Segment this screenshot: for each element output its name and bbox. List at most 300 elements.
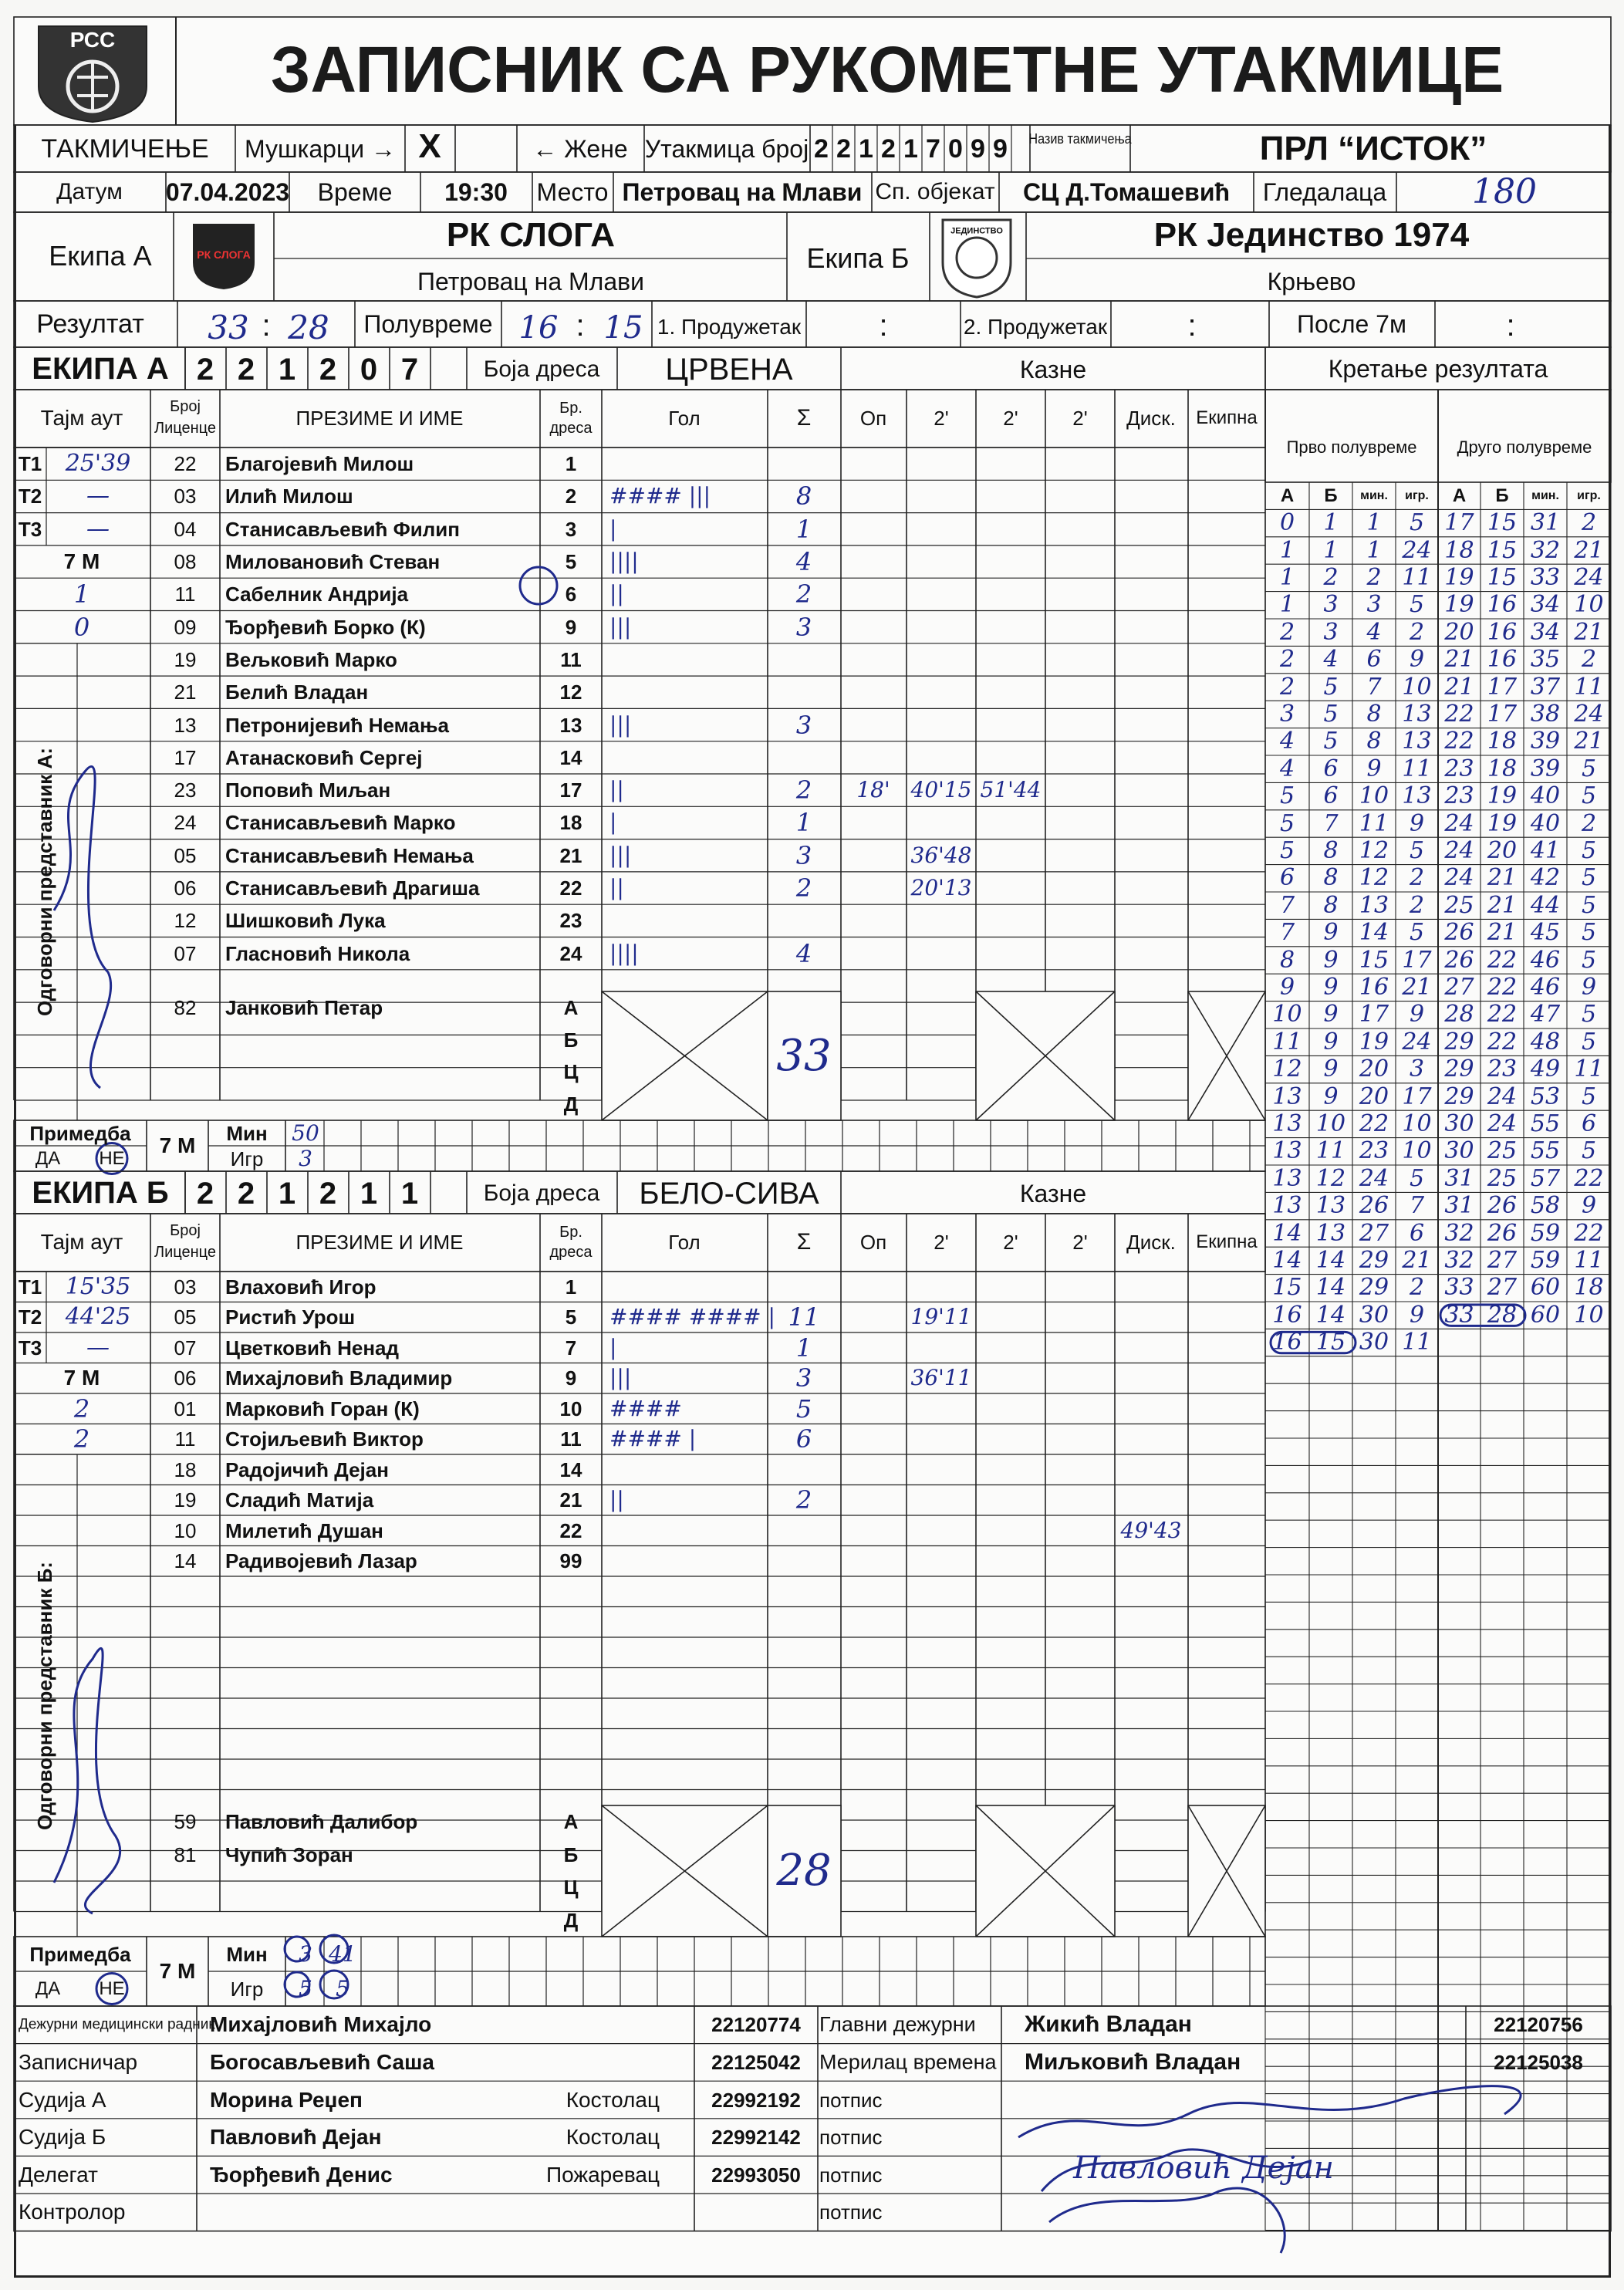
sum-header: Σ: [796, 1229, 812, 1255]
progress-cell: 18: [1574, 1274, 1604, 1302]
progress-cell: 5: [1323, 673, 1339, 701]
progress-cell: 28: [1487, 1301, 1518, 1329]
progress-col-header: Б: [1324, 485, 1338, 506]
progress-cell: 24: [1444, 809, 1474, 837]
progress-cell: 11: [1574, 673, 1604, 701]
player-license: 11: [174, 1427, 196, 1451]
team-code-digit: 2: [196, 1177, 214, 1211]
progress-cell: 11: [1402, 755, 1432, 782]
progress-cell: 5: [1409, 509, 1425, 537]
player-license: 14: [174, 1549, 197, 1573]
remark-no: НЕ: [99, 1147, 125, 1169]
footer-city: Костолац: [566, 2125, 660, 2150]
halftime-team-b: 15: [603, 310, 643, 346]
progress-cell: 18: [1444, 536, 1474, 564]
timeout-header: Тајм аут: [40, 1230, 123, 1254]
player-goal-tally: ||||: [609, 549, 639, 575]
player-name: Влаховић Игор: [225, 1275, 376, 1299]
timeout-header: Тајм аут: [40, 406, 123, 430]
seven-m-minute: 41: [329, 1940, 356, 1967]
player-name: Цветковић Ненад: [225, 1336, 400, 1359]
footer-role-label: Судија Б: [19, 2125, 106, 2150]
progress-cell: 10: [1574, 1301, 1604, 1329]
progress-cell: 21: [1574, 536, 1604, 564]
progress-cell: 25: [1487, 1137, 1518, 1165]
player-name: Илић Милош: [225, 485, 353, 508]
progress-cell: 9: [1581, 1192, 1597, 1220]
progress-cell: 11: [1574, 1246, 1604, 1274]
progress-cell: 23: [1359, 1137, 1389, 1165]
progress-cell: 5: [1279, 809, 1295, 837]
progress-cell: 17: [1487, 700, 1518, 728]
timeout-time: —: [86, 515, 110, 542]
player-license: 07: [174, 1336, 197, 1359]
timeout-label: T2: [18, 485, 42, 508]
footer-city: Костолац: [566, 2087, 660, 2112]
penalties-header: Казне: [1019, 1180, 1087, 1207]
progress-cell: 5: [1409, 919, 1425, 947]
seven-m-minute: 3: [299, 1940, 312, 1967]
progress-cell: 12: [1359, 836, 1389, 864]
progress-cell: 60: [1530, 1301, 1561, 1329]
player-2min-1: 40'15: [910, 777, 972, 803]
player-name: Поповић Миљан: [225, 779, 391, 802]
match-no-digit: 9: [993, 134, 1008, 164]
progress-cell: 14: [1272, 1246, 1302, 1274]
player-shirt-number: 10: [559, 1397, 582, 1420]
player-goal-sum: 3: [795, 840, 812, 870]
seven-m-label: 7 М: [159, 1959, 196, 1983]
player-name: Ђорђевић Борко (К): [225, 615, 426, 639]
official-code: Б: [563, 1028, 579, 1052]
progress-cell: 9: [1323, 1083, 1339, 1110]
progress-cell: 9: [1581, 973, 1597, 1001]
progress-cell: 32: [1444, 1246, 1474, 1274]
player-goal-tally: |||: [609, 1365, 632, 1391]
player-goal-tally: #### |: [609, 1426, 697, 1452]
player-name: Миловановић Стеван: [225, 550, 441, 574]
signature-scribble: [1049, 2188, 1285, 2253]
progress-cell: 1: [1366, 509, 1382, 537]
footer-license: 22992142: [711, 2126, 801, 2150]
progress-cell: 21: [1574, 618, 1604, 646]
progress-cell: 2: [1409, 618, 1425, 646]
comp-name-label: Назив такмичења: [1028, 131, 1132, 147]
progress-cell: 11: [1272, 1028, 1302, 1055]
progress-cell: 24: [1574, 563, 1604, 591]
shirt-header: Бр.: [559, 1224, 582, 1241]
progress-cell: 5: [1409, 591, 1425, 619]
seven-m-label: 7 М: [63, 1366, 100, 1390]
progress-cell: 42: [1530, 864, 1561, 892]
player-shirt-number: 7: [565, 1336, 577, 1359]
player-goal-tally: ||: [609, 875, 624, 901]
player-goal-tally: ||: [609, 777, 624, 803]
player-shirt-number: 17: [559, 779, 582, 802]
match-no-digit: 0: [948, 134, 963, 164]
progress-cell: 14: [1315, 1246, 1346, 1274]
player-shirt-number: 5: [565, 550, 577, 574]
match-no-digit: 9: [971, 134, 985, 164]
player-goal-sum: 2: [795, 873, 812, 904]
player-name: Станисављевић Марко: [225, 811, 456, 835]
progress-cell: 2: [1323, 563, 1339, 591]
remark-yes: ДА: [35, 1978, 61, 1999]
player-goal-sum: 4: [795, 547, 812, 577]
license-header: Број: [170, 1222, 201, 1239]
player-license: 05: [174, 843, 197, 867]
progress-cell: 32: [1530, 536, 1561, 564]
player-name: Шишковић Лука: [225, 909, 386, 933]
remark-no: НЕ: [99, 1978, 125, 1999]
progress-cell: 10: [1272, 1001, 1302, 1028]
goal-header: Гол: [668, 1231, 701, 1254]
progress-cell: 25: [1444, 891, 1474, 919]
disqualification-header: Диск.: [1126, 1231, 1176, 1254]
progress-cell: 28: [1444, 1001, 1474, 1028]
colon: :: [576, 309, 585, 343]
footer-role-label: Судија А: [19, 2087, 106, 2112]
progress-cell: 13: [1272, 1192, 1302, 1220]
player-warning: 18': [856, 777, 890, 803]
progress-cell: 21: [1487, 919, 1518, 947]
representative-b-signature: [54, 1648, 120, 1913]
player-shirt-number: 14: [559, 1457, 582, 1481]
team-code-label: ЕКИПА Б: [32, 1176, 169, 1210]
progress-cell: 13: [1272, 1164, 1302, 1192]
progress-cell: 2: [1581, 646, 1597, 674]
progress-cell: 19: [1487, 809, 1518, 837]
player-name: Милетић Душан: [225, 1518, 383, 1542]
progress-cell: 15: [1487, 536, 1518, 564]
player-goal-tally: #### #### |: [609, 1304, 775, 1330]
player-name: Сабелник Андрија: [225, 583, 409, 606]
progress-cell: 7: [1323, 809, 1339, 837]
date-label: Датум: [56, 179, 123, 204]
progress-cell: 5: [1581, 1001, 1597, 1028]
progress-cell: 58: [1530, 1192, 1561, 1220]
progress-cell: 18: [1487, 728, 1518, 755]
rss-logo-text: РСС: [69, 28, 116, 52]
seven-m-minute: 50: [292, 1120, 319, 1146]
shirt-color-label: Боја дреса: [483, 356, 600, 382]
timeout-label: T3: [18, 517, 42, 541]
team-a-label: Екипа А: [49, 240, 152, 272]
progress-cell: 16: [1487, 646, 1518, 674]
player-goal-tally: ||||: [609, 940, 639, 966]
team-b-label: Екипа Б: [806, 242, 910, 274]
player-shirt-number: 22: [559, 1518, 582, 1542]
penalties-header: Казне: [1019, 356, 1087, 383]
progress-cell: 14: [1315, 1274, 1346, 1302]
result-team-b: 28: [288, 309, 329, 346]
progress-cell: 5: [1581, 755, 1597, 782]
progress-cell: 55: [1530, 1137, 1561, 1165]
team-code-digit: 1: [400, 1177, 419, 1211]
player-name: Сладић Матија: [225, 1488, 374, 1512]
footer-role: потпис: [819, 2163, 883, 2187]
representative-label: Одговорни представник А:: [33, 747, 56, 1016]
timeout-time: —: [86, 1333, 110, 1361]
footer-role: потпис: [819, 2126, 883, 2150]
progress-cell: 9: [1409, 1001, 1425, 1028]
progress-cell: 2: [1279, 618, 1295, 646]
progress-cell: 5: [1581, 1083, 1597, 1110]
progress-cell: 15: [1359, 946, 1389, 974]
progress-cell: 9: [1323, 973, 1339, 1001]
progress-cell: 22: [1444, 700, 1474, 728]
progress-cell: 9: [1323, 1028, 1339, 1055]
player-goal-sum: 3: [795, 710, 812, 740]
progress-cell: 5: [1581, 891, 1597, 919]
two-min-header: 2': [1072, 1231, 1088, 1254]
player-goal-sum: 6: [795, 1424, 812, 1454]
timeout-time: 25'39: [65, 450, 131, 478]
team-b-name: РК Јединство 1974: [1153, 216, 1470, 254]
team-code-digit: 2: [237, 353, 255, 387]
progress-cell: 2: [1409, 891, 1425, 919]
progress-cell: 29: [1444, 1055, 1474, 1083]
overtime2-label: 2. Продужетак: [963, 315, 1108, 339]
progress-cell: 24: [1444, 864, 1474, 892]
timeout-time: —: [86, 482, 110, 510]
progress-cell: 19: [1444, 563, 1474, 591]
progress-cell: 19: [1444, 591, 1474, 619]
player-shirt-number: 2: [565, 485, 577, 508]
progress-cell: 9: [1323, 919, 1339, 947]
player-name: Гласновић Никола: [225, 941, 410, 965]
progress-cell: 53: [1530, 1083, 1561, 1110]
two-min-header: 2': [1003, 407, 1018, 430]
progress-cell: 24: [1487, 1110, 1518, 1137]
player-license: 19: [174, 1488, 197, 1512]
seven-m-scored: 0: [73, 612, 90, 642]
timeout-label: T1: [18, 1275, 42, 1299]
overtime1-label: 1. Продужетак: [657, 315, 802, 339]
progress-cell: 12: [1359, 864, 1389, 892]
igr-label: Игр: [230, 1147, 264, 1170]
competition-label: ТАКМИЧЕЊЕ: [41, 134, 209, 164]
player-goal-tally: #### |||: [609, 483, 711, 509]
progress-cell: 21: [1487, 864, 1518, 892]
progress-cell: 39: [1530, 728, 1561, 755]
footer-license: 22993050: [711, 2163, 801, 2187]
shirt-header: дреса: [549, 1244, 593, 1261]
official-code: Ц: [563, 1060, 579, 1084]
player-shirt-number: 9: [565, 615, 577, 639]
progress-cell: 5: [1409, 1164, 1425, 1192]
player-goal-sum: 1: [795, 1332, 812, 1363]
player-2min-2: 51'44: [980, 777, 1042, 803]
player-license: 18: [174, 1457, 197, 1481]
progress-cell: 8: [1323, 864, 1339, 892]
progress-cell: 17: [1402, 1083, 1432, 1110]
team-code-digit: 2: [196, 353, 214, 387]
progress-cell: 5: [1581, 864, 1597, 892]
footer-person-name: Богосављевић Саша: [210, 2049, 435, 2074]
player-shirt-number: 5: [565, 1305, 577, 1329]
team-code-digit: 1: [360, 1177, 378, 1211]
after-7m-label: После 7м: [1297, 310, 1406, 338]
progress-cell: 25: [1487, 1164, 1518, 1192]
progress-cell: 9: [1323, 1001, 1339, 1028]
footer-city: Пожаревац: [546, 2162, 660, 2187]
official-code: Д: [563, 1093, 579, 1116]
player-license: 22: [174, 452, 197, 476]
progress-cell: 6: [1323, 782, 1339, 810]
progress-cell: 15: [1487, 509, 1518, 537]
player-name: Марковић Горан (К): [225, 1397, 420, 1420]
player-goal-tally: |: [609, 809, 617, 836]
colon: :: [1506, 309, 1515, 343]
progress-cell: 27: [1487, 1246, 1518, 1274]
player-shirt-number: 24: [559, 941, 582, 965]
progress-cell: 5: [1581, 1028, 1597, 1055]
player-goal-tally: ||: [609, 1487, 624, 1513]
license-header: Лиценце: [154, 1244, 217, 1261]
spectators-count: 180: [1472, 172, 1537, 211]
progress-cell: 31: [1530, 509, 1561, 537]
progress-cell: 12: [1272, 1055, 1302, 1083]
progress-cell: 22: [1487, 973, 1518, 1001]
player-2min-1: 36'11: [910, 1365, 972, 1391]
player-license: 21: [174, 681, 197, 704]
footer-person-name: Михајловић Михајло: [210, 2012, 432, 2037]
progress-cell: 1: [1279, 536, 1295, 564]
progress-cell: 3: [1323, 591, 1339, 619]
team-code-label: ЕКИПА А: [32, 352, 169, 386]
progress-cell: 6: [1366, 646, 1382, 674]
team-a-logo-text: РК СЛОГА: [197, 248, 251, 261]
progress-cell: 17: [1444, 509, 1474, 537]
progress-cell: 7: [1409, 1192, 1425, 1220]
disqualification-header: Диск.: [1126, 407, 1176, 430]
official-name: Павловић Далибор: [225, 1810, 418, 1834]
progress-cell: 6: [1279, 864, 1295, 892]
progress-cell: 9: [1279, 973, 1295, 1001]
progress-cell: 5: [1323, 728, 1339, 755]
player-license: 23: [174, 779, 197, 802]
footer-role-label: Дежурни медицински радник: [19, 2016, 215, 2033]
shirt-header: дреса: [549, 420, 593, 437]
progress-cell: 10: [1402, 1110, 1432, 1137]
remark-yes: ДА: [35, 1147, 61, 1169]
progress-cell: 9: [1323, 946, 1339, 974]
progress-cell: 24: [1574, 700, 1604, 728]
progress-cell: 1: [1323, 509, 1339, 537]
progress-cell: 2: [1279, 646, 1295, 674]
score-progress-header: Кретање резултата: [1328, 355, 1548, 383]
progress-cell: 11: [1315, 1137, 1346, 1165]
match-no-digit: 7: [926, 134, 940, 164]
progress-cell: 13: [1402, 782, 1432, 810]
player-license: 19: [174, 647, 197, 671]
name-header: ПРЕЗИМЕ И ИМЕ: [295, 1231, 464, 1254]
player-goal-sum: 5: [795, 1393, 812, 1424]
min-label: Мин: [226, 1942, 268, 1966]
progress-cell: 3: [1279, 700, 1295, 728]
progress-cell: 16: [1487, 591, 1518, 619]
progress-cell: 57: [1530, 1164, 1561, 1192]
halftime-label: Полувреме: [363, 310, 493, 338]
shirt-header: Бр.: [559, 400, 582, 417]
progress-cell: 2: [1279, 673, 1295, 701]
progress-cell: 41: [1530, 836, 1561, 864]
player-2min-1: 20'13: [910, 875, 972, 901]
progress-cell: 24: [1444, 836, 1474, 864]
timeout-time: 15'35: [65, 1272, 131, 1300]
progress-cell: 34: [1530, 591, 1561, 619]
progress-cell: 2: [1581, 509, 1597, 537]
progress-cell: 20: [1444, 618, 1474, 646]
match-place: Петровац на Млави: [622, 178, 863, 206]
player-name: Ристић Урош: [225, 1305, 356, 1329]
footer-role-label: Делегат: [19, 2162, 98, 2187]
progress-cell: 6: [1409, 1219, 1425, 1247]
player-shirt-number: 11: [560, 1427, 582, 1451]
footer-role: потпис: [819, 2088, 883, 2112]
shirt-color: БЕЛО-СИВА: [639, 1177, 819, 1211]
license-header: Број: [170, 398, 201, 415]
team-b-logo-text: ЈЕДИНСТВО: [950, 226, 1003, 236]
timeout-label: T1: [18, 452, 42, 476]
player-goal-tally: |||: [609, 613, 632, 640]
player-license: 13: [174, 713, 197, 737]
team-code-digit: 2: [237, 1177, 255, 1211]
progress-cell: 4: [1279, 755, 1295, 782]
team-code-digit: 2: [319, 353, 337, 387]
progress-cell: 1: [1279, 591, 1295, 619]
progress-cell: 9: [1409, 1301, 1425, 1329]
team-penalty-header: Екипна: [1196, 1231, 1258, 1252]
player-goal-tally: ####: [609, 1395, 682, 1421]
progress-cell: 7: [1279, 891, 1295, 919]
progress-cell: 15: [1315, 1329, 1346, 1356]
progress-cell: 40: [1530, 809, 1561, 837]
player-license: 08: [174, 550, 197, 574]
timeout-label: T2: [18, 1305, 42, 1329]
progress-cell: 37: [1530, 673, 1561, 701]
progress-cell: 27: [1359, 1219, 1389, 1247]
two-min-header: 2': [1072, 407, 1088, 430]
progress-cell: 5: [1279, 836, 1295, 864]
progress-cell: 49: [1530, 1055, 1561, 1083]
official-code: А: [563, 995, 579, 1019]
progress-cell: 30: [1359, 1301, 1389, 1329]
player-name: Стојиљевић Виктор: [225, 1427, 424, 1451]
progress-cell: 40: [1530, 782, 1561, 810]
player-license: 06: [174, 876, 197, 900]
seven-m-scored: 2: [73, 1424, 90, 1454]
team-total-goals: 33: [776, 1030, 832, 1081]
representative-label: Одговорни представник Б:: [33, 1561, 56, 1830]
player-shirt-number: 14: [559, 745, 582, 769]
progress-cell: 8: [1366, 700, 1382, 728]
progress-cell: 21: [1444, 673, 1474, 701]
progress-cell: 3: [1366, 591, 1382, 619]
progress-cell: 11: [1402, 563, 1432, 591]
player-goal-sum: 1: [795, 514, 812, 544]
player-license: 03: [174, 1275, 197, 1299]
player-shirt-number: 13: [559, 713, 582, 737]
seven-m-label: 7 М: [63, 549, 100, 574]
spectators-label: Гледалаца: [1262, 178, 1387, 206]
team-code-digit: 1: [278, 1177, 296, 1211]
progress-cell: 2: [1366, 563, 1382, 591]
two-min-header: 2': [934, 407, 949, 430]
time-label: Време: [317, 178, 393, 206]
progress-cell: 13: [1315, 1192, 1346, 1220]
